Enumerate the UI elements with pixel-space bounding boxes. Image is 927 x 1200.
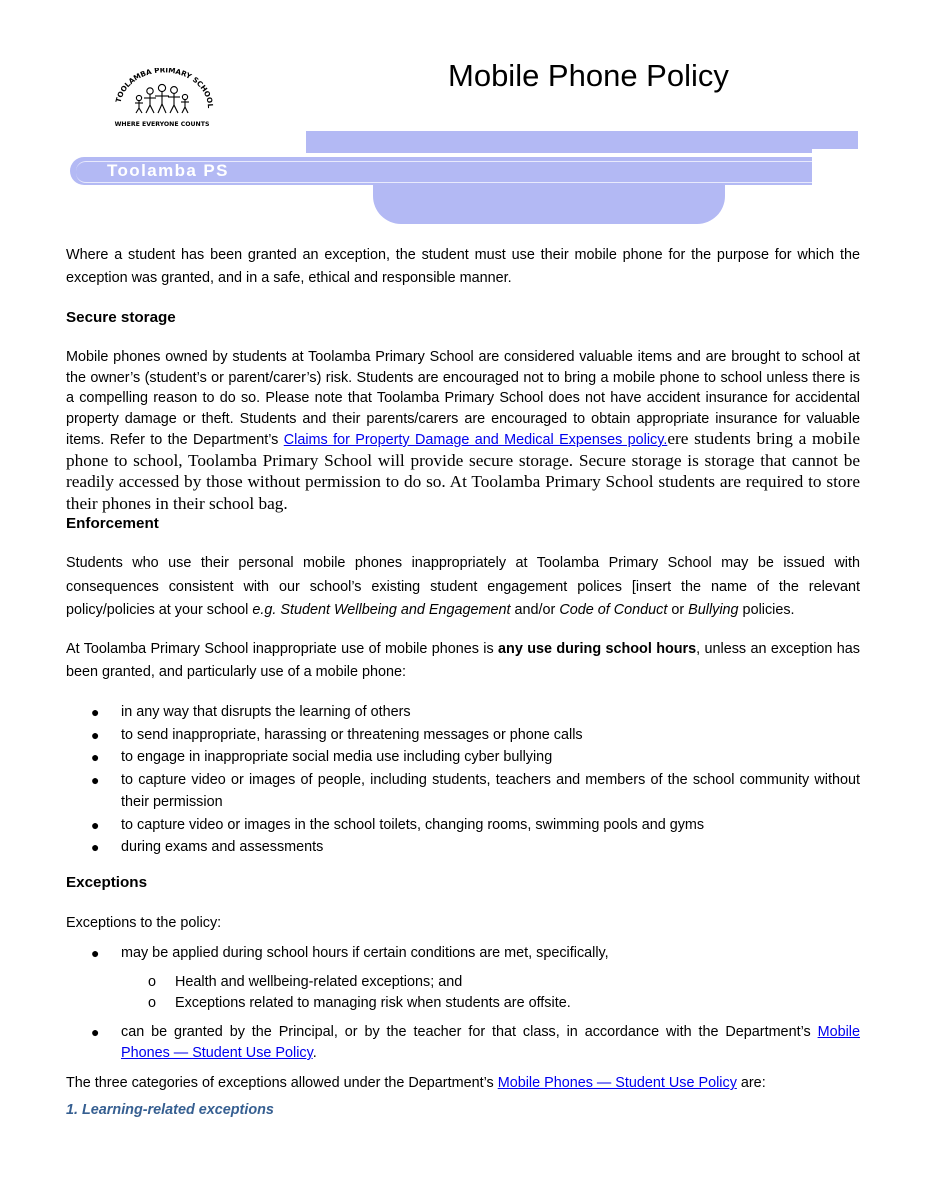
- categories-text: The three categories of exceptions allowed under the Department’s: [66, 1075, 498, 1091]
- enforcement-paragraph-1: [66, 552, 860, 623]
- enforcement-code: Code of Conduct: [559, 602, 668, 618]
- learning-exceptions-heading: 1. Learning-related exceptions: [66, 1102, 274, 1118]
- enforcement-p2-text: At Toolamba Primary School inappropriate use of mobile phones is: [66, 641, 499, 657]
- svg-text:TOOLAMBA PRIMARY SCHOOL: [114, 68, 216, 109]
- bullet-icon: ●: [91, 816, 100, 833]
- sub-list-item: [66, 993, 860, 1014]
- list-item: [66, 836, 860, 859]
- list-item-text: can be granted by the Principal, or by the teacher for that class, in accordance with the Department’s: [121, 1024, 818, 1040]
- bullet-icon: ●: [91, 945, 100, 961]
- enforcement-text: Students who use their personal mobile phones inappropriately at Toolamba Primary School may be issued with consequences consistent with our school’s existing student engagement polices [insert the name of the relevant policy/policies at your school: [66, 555, 860, 618]
- enforcement-p2-end: , unless an exception has been granted, and particularly use of a mobile phone:: [66, 641, 860, 680]
- sub-list-item-text: Health and wellbeing-related exceptions; and: [175, 974, 463, 990]
- list-item: [66, 769, 860, 814]
- header-band-top: [306, 131, 858, 153]
- exceptions-list-1: [66, 942, 860, 965]
- list-item: [66, 814, 860, 837]
- bullet-icon: ●: [91, 749, 100, 765]
- exceptions-intro: Exceptions to the policy:: [66, 915, 222, 931]
- enforcement-bullying: Bullying: [688, 602, 739, 618]
- mobile-phones-policy-link[interactable]: Mobile Phones — Student Use Policy: [121, 1024, 860, 1061]
- categories-paragraph: [66, 1072, 860, 1095]
- list-item-text: during exams and assessments: [121, 839, 324, 855]
- inappropriate-use-list: [66, 701, 860, 859]
- categories-text-end: are:: [736, 1075, 766, 1091]
- logo-bottom-text: WHERE EVERYONE COUNTS: [114, 121, 210, 128]
- logo-top-text: TOOLAMBA PRIMARY SCHOOL: [113, 68, 216, 109]
- secure-storage-heading: Secure storage: [66, 309, 176, 326]
- document-title: Mobile Phone Policy: [448, 58, 729, 93]
- list-item-text: to send inappropriate, harassing or threatening messages or phone calls: [121, 726, 583, 743]
- enforcement-eg: e.g. Student Wellbeing and Engagement: [252, 602, 511, 618]
- bullet-icon: ●: [91, 771, 100, 788]
- exceptions-list-2: [66, 1022, 860, 1064]
- secure-storage-text-end: ere students bring a mobile phone to school, Toolamba Primary School will provide secure storage. Secure storage is storage that cannot be readily accessed by those without permission to do so. At Toolamba Primary School students are required to store their phones in their school bag.: [66, 429, 860, 513]
- list-item: [66, 1022, 860, 1064]
- claims-policy-link[interactable]: Claims for Property Damage and Medical Expenses policy.: [283, 432, 668, 448]
- list-item-text: to engage in inappropriate social media use including cyber bullying: [121, 749, 553, 765]
- list-item-text: to capture video or images of people, including students, teachers and members of the school community without their permission: [121, 771, 860, 810]
- bullet-icon: ●: [91, 704, 100, 720]
- list-item: [66, 701, 860, 724]
- list-item-text: in any way that disrupts the learning of others: [121, 704, 411, 720]
- bullet-icon: ●: [91, 1024, 100, 1040]
- list-item-text: to capture video or images in the school toilets, changing rooms, swimming pools and gyms: [121, 816, 705, 833]
- enforcement-p2-bold: any use during school hours: [498, 641, 697, 657]
- exceptions-heading: Exceptions: [66, 874, 148, 891]
- enforcement-heading: Enforcement: [66, 515, 159, 532]
- intro-paragraph: Where a student has been granted an exception, the student must use their mobile phone for the purpose for which the exception was granted, and in a safe, ethical and responsible manner.: [66, 247, 860, 286]
- circle-bullet-icon: o: [148, 974, 157, 990]
- sub-list-item-text: Exceptions related to managing risk when students are offsite.: [175, 994, 571, 1011]
- bullet-icon: ●: [91, 839, 100, 855]
- enforcement-end: policies.: [738, 602, 795, 618]
- sub-list-item: [66, 972, 860, 993]
- list-item: [66, 746, 860, 769]
- school-logo: [108, 68, 216, 130]
- list-item: [66, 942, 860, 965]
- header-band-gap: [812, 149, 862, 187]
- enforcement-paragraph-2: [66, 638, 860, 683]
- enforcement-andor: and/or: [510, 602, 560, 618]
- circle-bullet-icon: o: [148, 994, 157, 1011]
- mobile-phones-policy-link-2[interactable]: Mobile Phones — Student Use Policy: [497, 1075, 737, 1091]
- school-name: Toolamba PS: [107, 161, 229, 180]
- list-item-text-end: .: [312, 1045, 317, 1061]
- list-item-text: may be applied during school hours if certain conditions are met, specifically,: [121, 945, 609, 961]
- bullet-icon: ●: [91, 726, 100, 743]
- list-item: [66, 724, 860, 747]
- exceptions-sub-list: [66, 972, 860, 1013]
- header-band-bottom: [373, 184, 725, 224]
- secure-storage-text: Mobile phones owned by students at Toolamba Primary School are considered valuable items and are brought to school at the owner’s (student’s or parent/carer’s) risk. Students are encouraged not to bring a mobile phone to school unless there is a compelling reason to do so. Please note that Toolamba Primary School does not have accident insurance for accidental property damage or theft. Students and their parents/carers are encouraged to obtain appropriate insurance for valuable items. Refer to the Department’s: [66, 349, 860, 448]
- enforcement-or: or: [667, 602, 689, 618]
- secure-storage-paragraph: [66, 347, 860, 515]
